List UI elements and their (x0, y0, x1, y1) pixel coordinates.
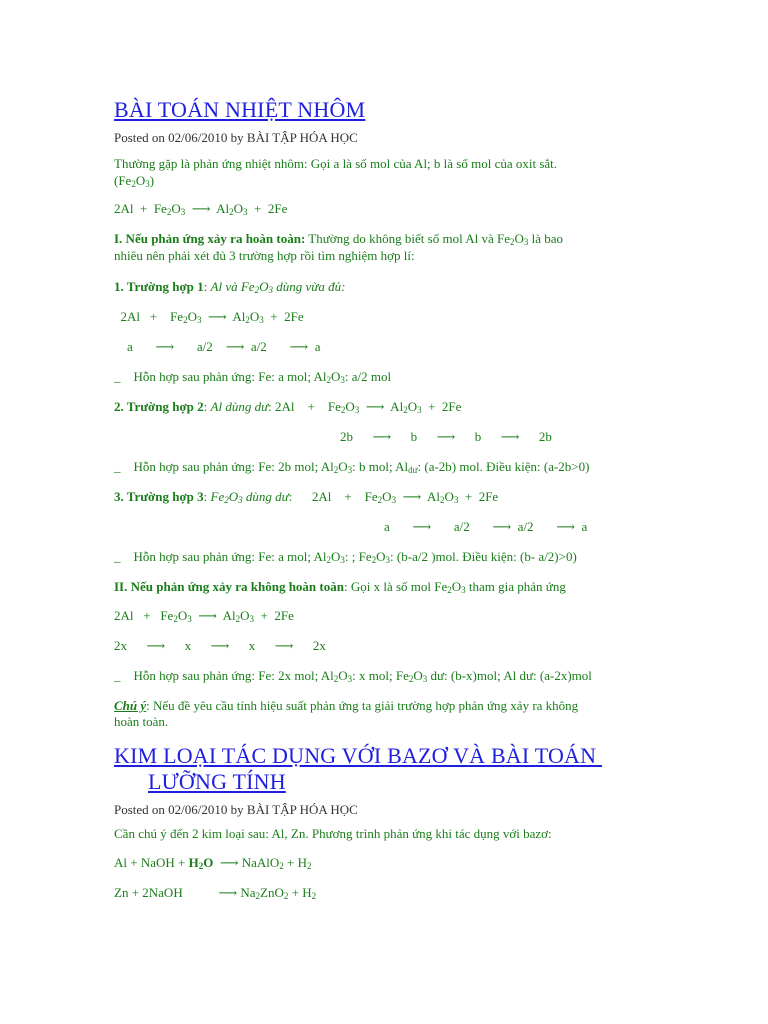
post-title-metal-base[interactable]: KIM LOẠI TÁC DỤNG VỚI BAZƠ VÀ BÀI TOÁN (114, 743, 602, 768)
section-2-heading: II. Nếu phản ứng xảy ra không hoàn toàn: Gọi x là số mol $Fe_2O_3$ tham gia phản ứng (114, 579, 566, 595)
case-1-equation: 2Al + $Fe_2O_3$ ⟶ $Al_2O_3 + 2Fe$ (114, 309, 304, 325)
section-2-moles: 2x ⟶ x ⟶ x ⟶ 2x (114, 638, 326, 653)
intro-line-2: $(Fe_2O_3)$ (114, 173, 155, 189)
section-1-text: nhiêu nên phải xét đủ 3 trường hợp rồi tìm nghiệm hợp lí: (114, 248, 415, 263)
intro: Cần chú ý đến 2 kim loại sau: Al, Zn. Phương trình phản ứng khi tác dụng với bazơ: (114, 826, 552, 841)
case-2-result: _ Hỗn hợp sau phản ứng: Fe: 2b mol; $Al_2O_3$: b mol; $Al_{dư}$: (a-2b) mol. Điều kiện: (a-2b>0) (114, 459, 590, 475)
case-1-heading: 1. Trường hợp 1: Al và $Fe_2O_3$ dùng vừa đủ: (114, 279, 346, 295)
case-1-result: _ Hỗn hợp sau phản ứng: Fe: a mol; $Al_2O_3$: a/2 mol (114, 369, 392, 385)
note-line-2: hoàn toàn. (114, 714, 169, 729)
post-meta: Posted on 02/06/2010 by BÀI TẬP HÓA HỌC (114, 802, 358, 817)
case-3-moles: a ⟶ a/2 ⟶ a/2 ⟶ a (384, 519, 588, 534)
equation-main: $2Al + Fe_2O_3$ ⟶ $Al_2O_3 + 2Fe$ (114, 201, 288, 217)
equation-zn: Zn + 2NaOH ⟶ $Na_2ZnO_2 + H_2$ (114, 885, 317, 901)
case-1-moles: a ⟶ a/2 ⟶ a/2 ⟶ a (114, 339, 321, 354)
section-2-equation: $2Al + Fe_2O_3$ ⟶ $Al_2O_3 + 2Fe$ (114, 608, 294, 624)
intro-line-1: Thường gặp là phản ứng nhiệt nhôm: Gọi a là số mol của Al; b là số mol của oxit sắt. (114, 156, 558, 171)
post-meta: Posted on 02/06/2010 by BÀI TẬP HÓA HỌC (114, 130, 358, 145)
section-1-heading: I. Nếu phản ứng xảy ra hoàn toàn: Thường do không biết số mol Al và $Fe_2O_3$ là bao (114, 231, 564, 247)
post-title-thermite[interactable]: BÀI TOÁN NHIỆT NHÔM (114, 97, 366, 122)
note: Chú ý: Nếu đề yêu cầu tính hiệu suất phản ứng ta giải trường hợp phản ứng xảy ra không (114, 698, 579, 713)
case-3-heading: 3. Trường hợp 3: $Fe_2O_3$ dùng dư: 2Al + $Fe_2O_3$ ⟶ $Al_2O_3 + 2Fe$ (114, 489, 499, 505)
case-3-result: _ Hỗn hợp sau phản ứng: Fe: a mol; $Al_2O_3$: ; $Fe_2O_3$: (b-a/2 )mol. Điều kiện: (b- a/2)>0) (114, 549, 577, 565)
post-title-metal-base-line-2[interactable]: LƯỠNG TÍNH (148, 769, 286, 794)
case-2-moles: 2b ⟶ b ⟶ b ⟶ 2b (340, 429, 552, 444)
case-2-heading: 2. Trường hợp 2: Al dùng dư: 2Al + $Fe_2O_3$ ⟶ $Al_2O_3 + 2Fe$ (114, 399, 462, 415)
equation-al: Al + NaOH + $H_2O$ ⟶ NaAlO$_2$ + $H_2$ (114, 855, 312, 871)
section-2-result: _ Hỗn hợp sau phản ứng: Fe: 2x mol; $Al_2O_3$: x mol; $Fe_2O_3$ dư: (b-x)mol; Al dư: (a-2x)mol (114, 668, 592, 684)
